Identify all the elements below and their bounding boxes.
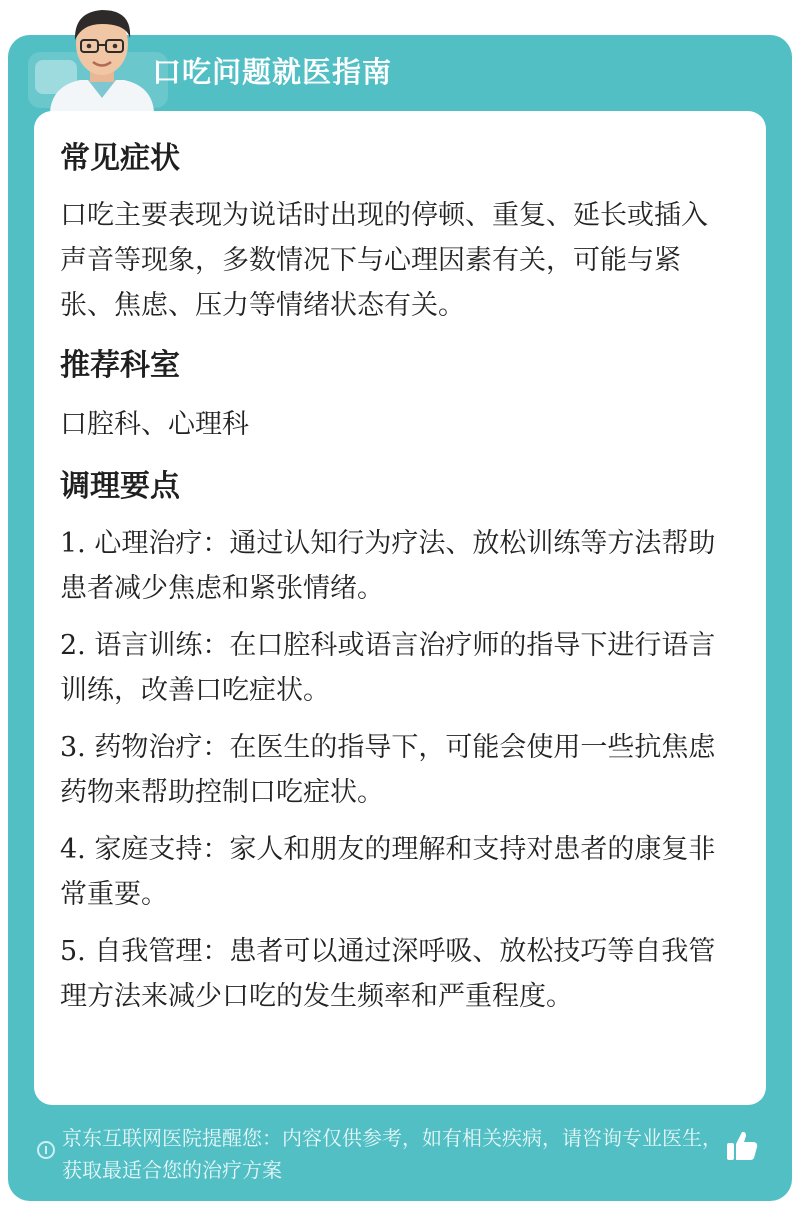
care-item xyxy=(60,521,730,611)
care-item xyxy=(60,623,730,713)
thumbs-up-icon[interactable] xyxy=(724,1128,760,1164)
symptoms-text: 口吃主要表现为说话时出现的停顿、重复、延长或插入声音等现象，多数情况下与心理因素有关，可能与紧张、焦虑、压力等情绪状态有关。 xyxy=(60,200,708,321)
page-title: 口吃问题就医指南 xyxy=(152,55,393,89)
care-heading: 调理要点 xyxy=(60,469,180,504)
care-item xyxy=(60,929,730,1019)
care-item-text: 语言训练：在口腔科或语言治疗师的指导下进行语言训练，改善口吃症状。 xyxy=(60,630,716,706)
care-item-number: 3. xyxy=(60,732,86,763)
card-content xyxy=(60,137,730,1030)
care-item-number: 2. xyxy=(60,630,86,661)
symptoms-heading: 常见症状 xyxy=(60,141,180,176)
content-card xyxy=(34,111,766,1105)
care-item-number: 5. xyxy=(60,936,86,967)
doctor-avatar-icon xyxy=(40,0,164,112)
care-item-number: 4. xyxy=(60,834,86,865)
disclaimer-text: 京东互联网医院提醒您：内容仅供参考，如有相关疾病，请咨询专业医生，获取最适合您的治疗方案 xyxy=(62,1126,722,1182)
care-item-number: 1. xyxy=(60,528,86,559)
care-item-text: 心理治疗：通过认知行为疗法、放松训练等方法帮助患者减少焦虑和紧张情绪。 xyxy=(60,528,716,604)
care-item xyxy=(60,827,730,917)
departments-heading: 推荐科室 xyxy=(60,348,180,383)
care-item-text: 药物治疗：在医生的指导下，可能会使用一些抗焦虑药物来帮助控制口吃症状。 xyxy=(60,732,716,808)
care-item-text: 自我管理：患者可以通过深呼吸、放松技巧等自我管理方法来减少口吃的发生频率和严重程度。 xyxy=(60,936,716,1012)
care-item xyxy=(60,725,730,815)
care-item-text: 家庭支持：家人和朋友的理解和支持对患者的康复非常重要。 xyxy=(60,834,716,910)
info-icon xyxy=(37,1141,55,1159)
departments-text: 口腔科、心理科 xyxy=(60,409,249,440)
